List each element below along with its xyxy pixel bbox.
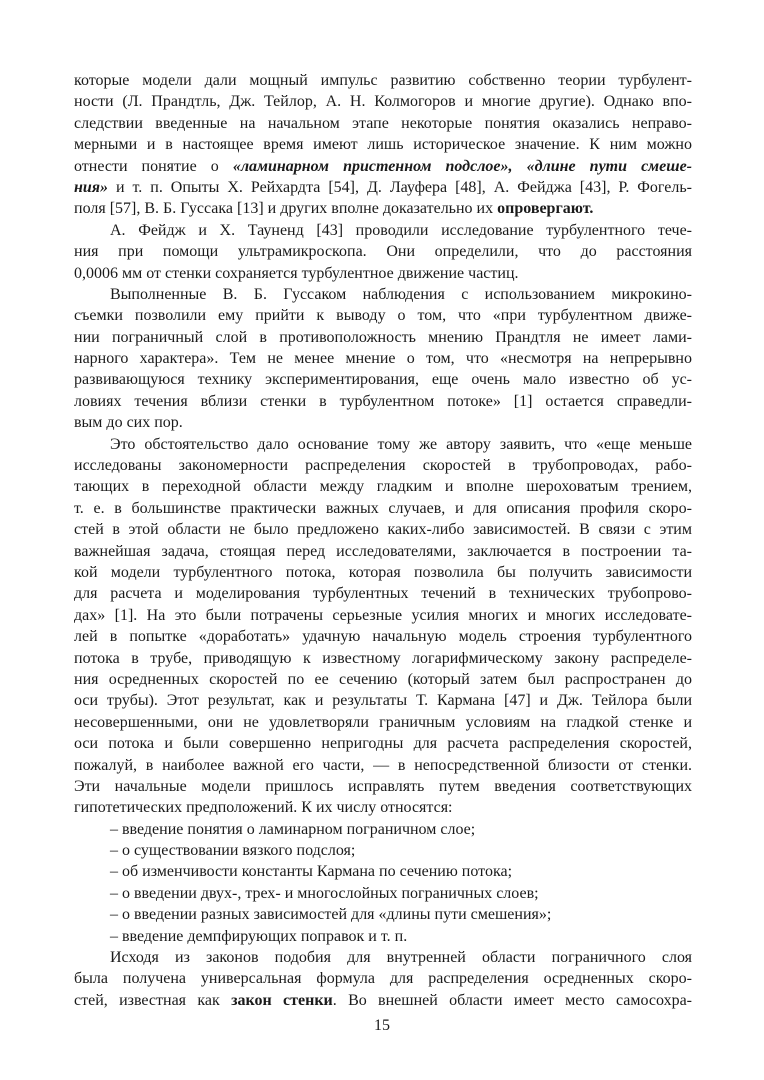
text-line — [74, 541, 692, 562]
text-segment: ния при помощи ультрамикроскопа. Они определили, что до расстояния — [74, 243, 692, 261]
paragraph — [74, 926, 692, 947]
paragraph — [74, 434, 692, 819]
text-line — [74, 947, 692, 968]
text-segment: – о введении двух-, трех- и многослойных пограничных слоев; — [110, 884, 539, 902]
text-line — [74, 305, 692, 326]
text-line — [74, 391, 692, 412]
text-line — [74, 284, 692, 305]
text-line — [74, 476, 692, 497]
text-line — [74, 690, 692, 711]
text-line — [74, 498, 692, 519]
text-segment: развивающуюся технику экспериментирования, еще очень мало известно об ус- — [74, 371, 692, 389]
paragraph — [74, 861, 692, 882]
text-segment: А. Фейдж и Х. Таунeнд [43] проводили исследование турбулентного тече- — [110, 221, 692, 239]
text-line — [74, 990, 692, 1011]
text-segment: ности (Л. Прандтль, Дж. Тейлор, А. Н. Колмогоров и многие другие). Однако впо- — [74, 93, 692, 111]
text-segment: которые модели дали мощный импульс развитию собственно теории турбулент- — [74, 72, 692, 89]
text-line — [74, 70, 692, 91]
text-line — [74, 241, 692, 262]
emphasized-text: ния» — [74, 178, 109, 196]
paragraph — [74, 284, 692, 434]
text-segment: дах» [1]. На это были потрачены серьезные усилия многих и многих исследовате- — [74, 606, 692, 624]
text-line — [74, 926, 692, 947]
text-segment: стей в этой области не было предложено каких-либо зависимостей. В связи с этим — [74, 521, 692, 539]
text-segment: мерными и в настоящее время имеют лишь историческое значение. К ним можно — [74, 136, 692, 154]
text-segment: оси трубы). Этот результат, как и результаты Т. Кармана [47] и Дж. Тейлора были — [74, 692, 692, 710]
text-line — [74, 840, 692, 861]
paragraph — [74, 70, 692, 220]
text-segment: Выполненные В. Б. Гуссаком наблюдения с использованием микрокино- — [110, 285, 692, 303]
text-segment: поля [57], В. Б. Гуссака [13] и других вполне доказательно их — [74, 200, 498, 218]
paragraph — [74, 220, 692, 284]
text-line — [74, 626, 692, 647]
text-segment: стей, известная как — [74, 991, 232, 1009]
text-segment: съемки позволили ему прийти к выводу о том, что «при турбулентном движе- — [74, 307, 692, 325]
document-body — [74, 70, 692, 1011]
text-line — [74, 712, 692, 733]
text-segment: нарного характера». Тем не менее мнение о том, что «несмотря на непрерывно — [74, 350, 692, 368]
paragraph — [74, 947, 692, 1011]
text-line — [74, 434, 692, 455]
text-line — [74, 605, 692, 626]
text-line — [74, 177, 692, 198]
text-segment: оси потока и были совершенно непригодны для расчета распределения скоростей, — [74, 735, 692, 753]
text-segment: тающих в переходной области между гладким и вполне шероховатым трением, — [74, 478, 692, 496]
text-segment: ловиях течения вблизи стенки в турбулентном потоке» [1] остается справедли- — [74, 392, 692, 410]
text-line — [74, 562, 692, 583]
text-segment: Исходя из законов подобия для внутренней области пограничного слоя — [110, 949, 692, 967]
text-line — [74, 669, 692, 690]
text-segment: – введение демпфирующих поправок и т. п. — [110, 927, 408, 945]
text-segment: – о существовании вязкого подслоя; — [110, 842, 356, 860]
text-segment: несовершенными, они не удовлетворяли граничным условиям на гладкой стенке и — [74, 713, 692, 731]
text-line — [74, 198, 692, 219]
paragraph — [74, 883, 692, 904]
text-line — [74, 583, 692, 604]
text-line — [74, 776, 692, 797]
text-segment: была получена универсальная формула для распределения осредненных скоро- — [74, 970, 692, 988]
text-segment: лей в попытке «доработать» удачную начальную модель строения турбулентного — [74, 628, 692, 646]
text-line — [74, 904, 692, 925]
paragraph — [74, 904, 692, 925]
emphasized-text: «ламинарном пристенном подслое», «длине пути смеше- — [232, 157, 693, 175]
text-segment: ния осредненных скоростей по ее сечению (который затем был распространен до — [74, 670, 692, 688]
text-segment: – о введении разных зависимостей для «длины пути смешения»; — [110, 906, 552, 924]
text-line — [74, 91, 692, 112]
text-segment: Эти начальные модели пришлось исправлять путем введения соответствующих — [74, 777, 692, 795]
text-line — [74, 220, 692, 241]
text-segment: для расчета и моделирования турбулентных течений в технических трубопрово- — [74, 585, 692, 603]
text-segment: Это обстоятельство дало основание тому же автору заявить, что «еще меньше — [110, 435, 692, 453]
text-line — [74, 369, 692, 390]
text-segment: следствии введенные на начальном этапе некоторые понятия оказались неправо- — [74, 114, 692, 132]
text-line — [74, 861, 692, 882]
text-line — [74, 819, 692, 840]
text-segment: нии пограничный слой в противоположность мнению Прандтля не имеет лами- — [74, 328, 692, 346]
text-segment: и т. п. Опыты Х. Рейхардта [54], Д. Лауфера [48], А. Фейджа [43], Р. Фогель- — [108, 178, 692, 196]
paragraph — [74, 819, 692, 840]
paragraph — [74, 840, 692, 861]
text-segment: важнейшая задача, стоящая перед исследователями, заключается в построении та- — [74, 542, 692, 560]
text-segment: исследованы закономерности распределения скоростей в трубопроводах, рабо- — [74, 457, 692, 475]
text-line — [74, 733, 692, 754]
text-line — [74, 455, 692, 476]
text-segment: гипотетических предположений. К их числу относятся: — [74, 799, 453, 817]
text-line — [74, 519, 692, 540]
text-segment: вым до сих пор. — [74, 414, 183, 432]
text-line — [74, 797, 692, 818]
text-line — [74, 883, 692, 904]
text-segment: пожалуй, в наиболее важной его части, — в непосредственной близости от стенки. — [74, 756, 692, 774]
text-line — [74, 327, 692, 348]
text-segment: потока в трубе, приводящую к известному логарифмическому закону распределе- — [74, 649, 692, 667]
text-line — [74, 156, 692, 177]
text-line — [74, 263, 692, 284]
text-line — [74, 648, 692, 669]
emphasized-text: опровергают. — [497, 200, 594, 218]
text-segment: т. е. в большинстве практически важных случаев, и для описания профиля скоро- — [74, 499, 692, 517]
text-segment: кой модели турбулентного потока, которая позволила бы получить зависимости — [74, 563, 692, 581]
text-segment: . Во внешней области имеет место самосохра- — [332, 991, 692, 1009]
text-line — [74, 348, 692, 369]
text-line — [74, 412, 692, 433]
text-line — [74, 134, 692, 155]
text-segment: отнести понятие о — [74, 157, 233, 175]
text-segment: 0,0006 мм от стенки сохраняется турбулентное движение частиц. — [74, 264, 519, 282]
text-segment: – об изменчивости константы Кармана по сечению потока; — [110, 863, 513, 881]
text-line — [74, 968, 692, 989]
page-number: 15 — [374, 1017, 390, 1034]
emphasized-text: закон стенки — [231, 991, 333, 1009]
text-segment: – введение понятия о ламинарном пограничном слое; — [110, 820, 476, 838]
text-line — [74, 755, 692, 776]
text-line — [74, 113, 692, 134]
